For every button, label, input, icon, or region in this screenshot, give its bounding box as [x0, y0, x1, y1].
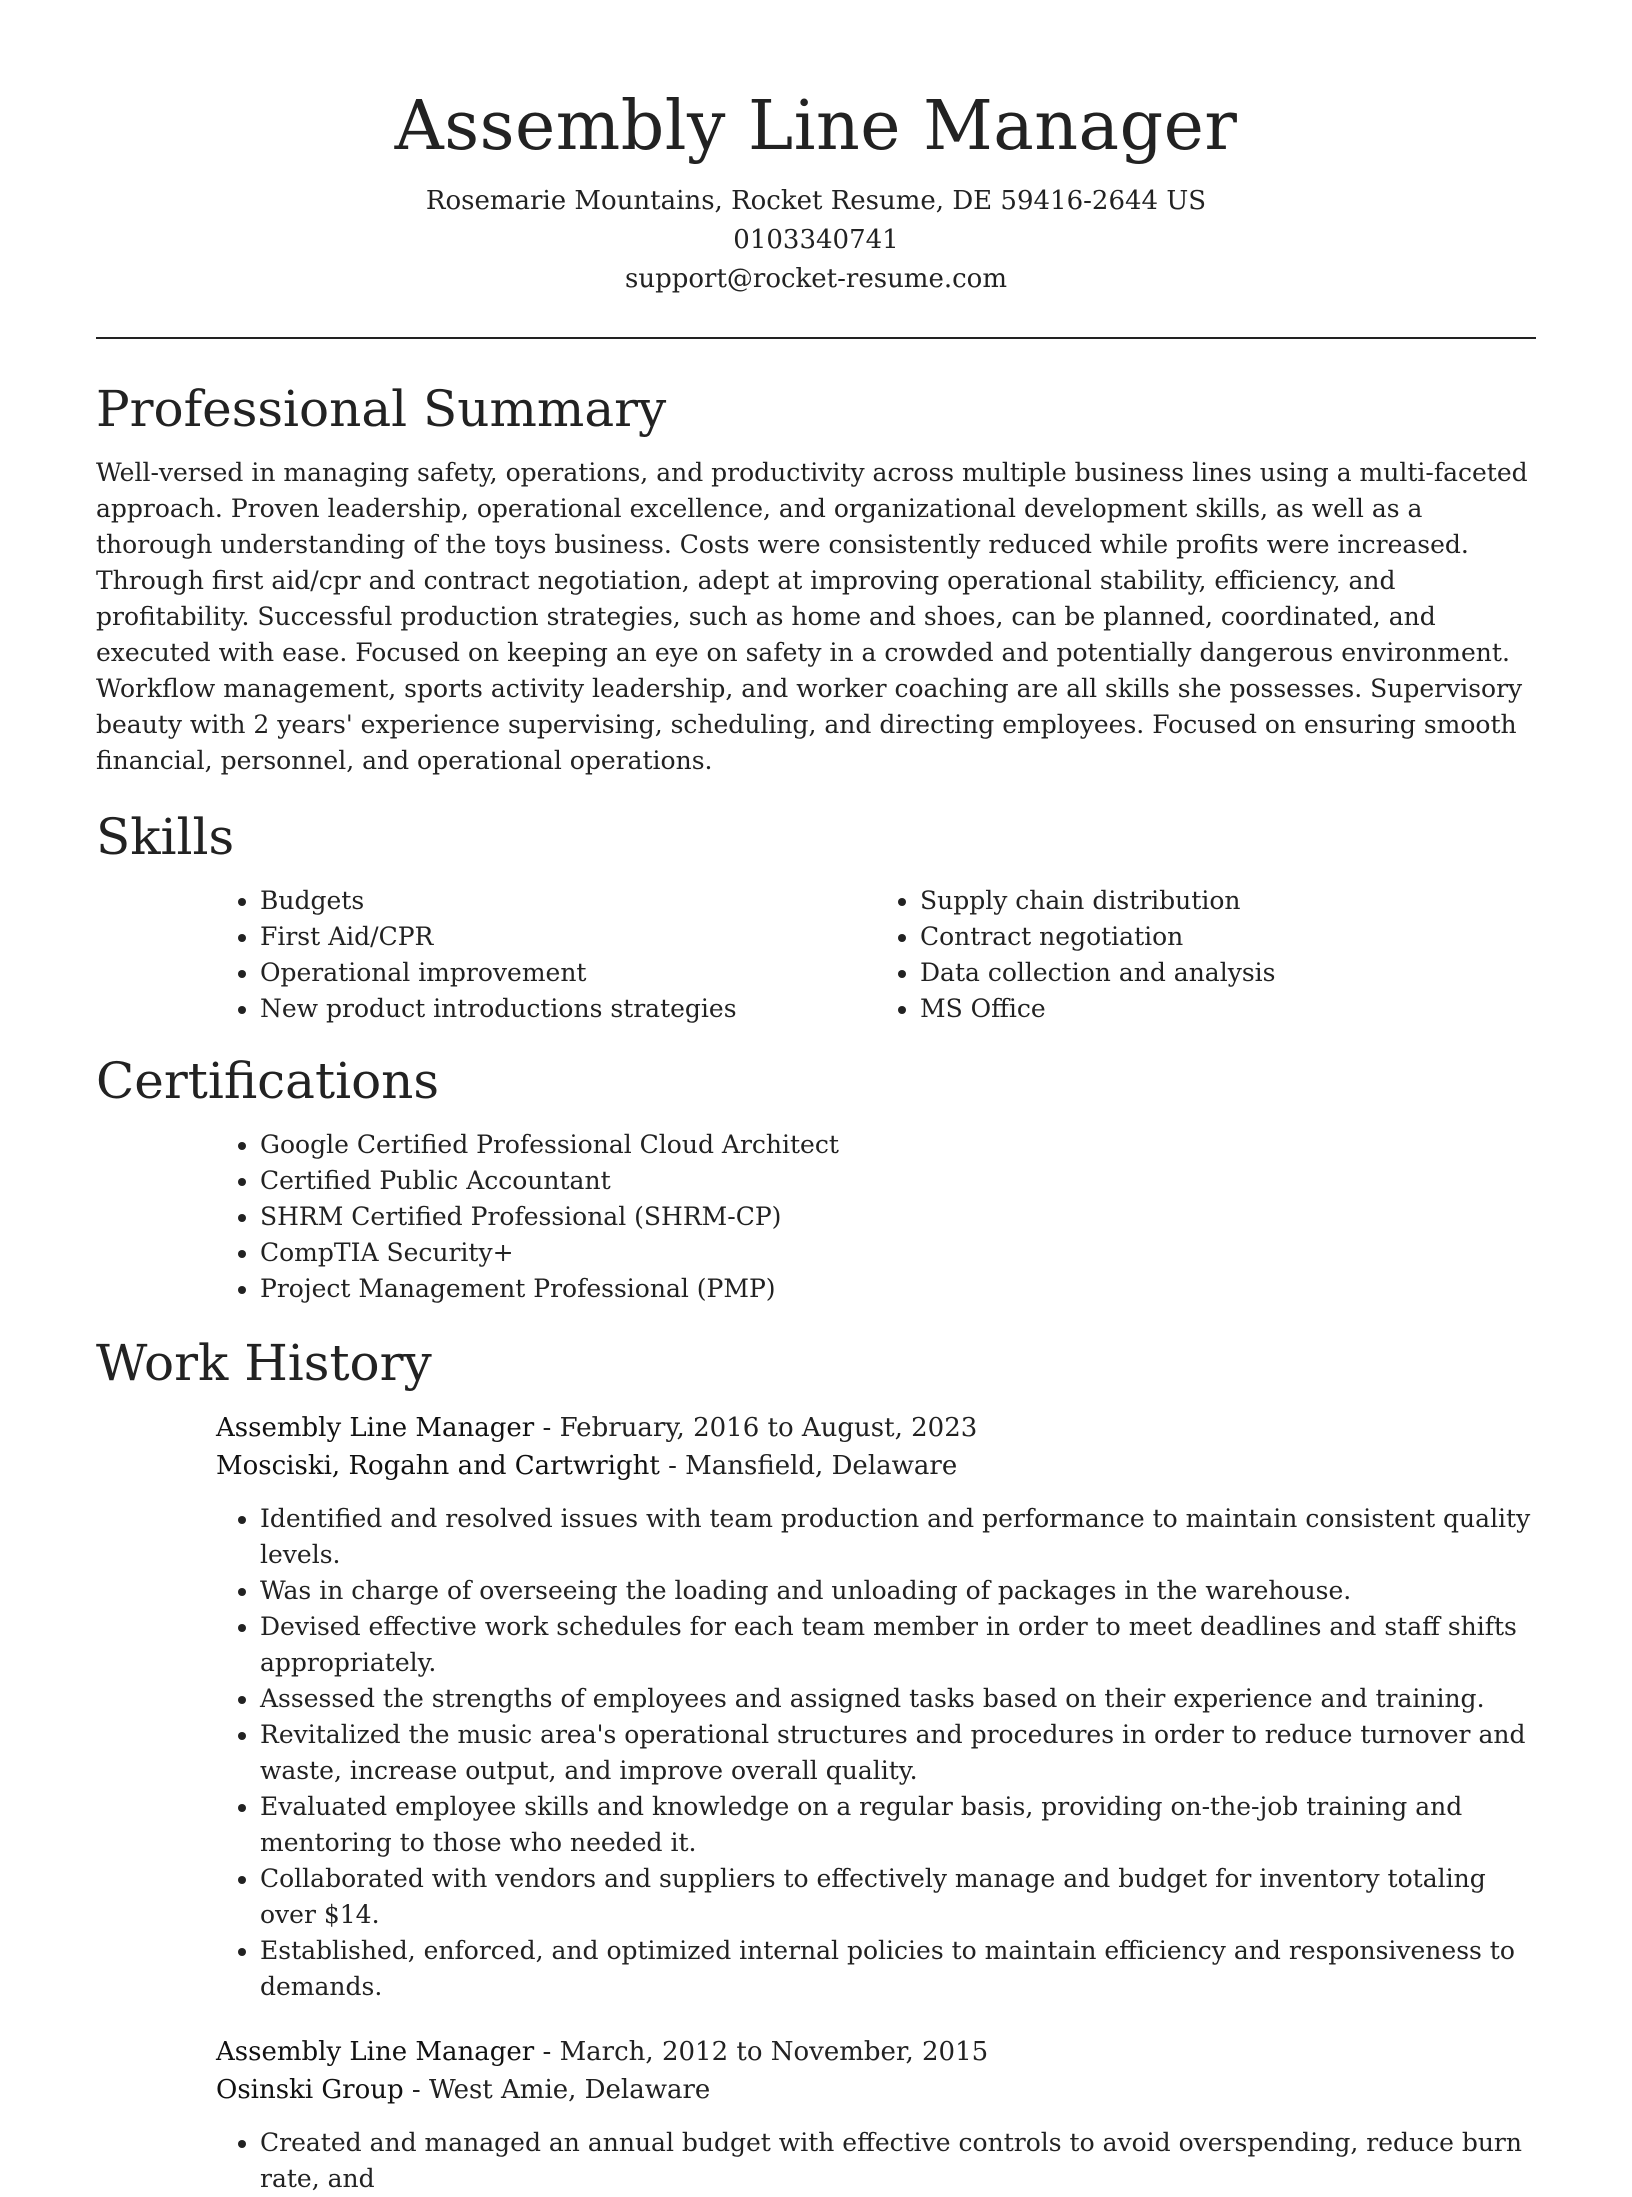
resume-name: Assembly Line Manager — [394, 87, 1238, 166]
certifications-title: Certifications — [96, 1052, 440, 1110]
skill-item: • Supply chain distribution — [920, 883, 1536, 919]
contact-phone: 0103340741 — [733, 225, 899, 255]
skills-list-left — [216, 883, 876, 1027]
certification-item: • Project Management Professional (PMP) — [260, 1271, 1536, 1307]
job-bullet: • Identified and resolved issues with team production and performance to maintain consistent quality levels. — [260, 1501, 1536, 1573]
job-separator: - — [403, 2075, 429, 2105]
job-bullet: • Was in charge of overseeing the loading and unloading of packages in the warehouse. — [260, 1573, 1536, 1609]
job-dates: February, 2016 to August, 2023 — [559, 1413, 978, 1443]
header-divider — [96, 337, 1536, 339]
summary-section — [96, 377, 1536, 779]
contact-email: support@rocket-resume.com — [624, 264, 1007, 294]
skill-item: • Operational improvement — [260, 955, 876, 991]
skill-item: • Data collection and analysis — [920, 955, 1536, 991]
job-location: Mansfield, Delaware — [685, 1451, 958, 1481]
job-separator: - — [534, 1413, 560, 1443]
job-bullets — [216, 1501, 1536, 2005]
skill-item: • Contract negotiation — [920, 919, 1536, 955]
job-separator: - — [659, 1451, 686, 1481]
job-entry — [216, 1409, 1536, 2005]
job-company: Mosciski, Rogahn and Cartwright — [216, 1451, 660, 1481]
job-separator: - — [534, 2037, 560, 2067]
skill-item: • Budgets — [260, 883, 876, 919]
job-bullet: • Devised effective work schedules for each team member in order to meet deadlines and staff shifts appropriately. — [260, 1609, 1536, 1681]
certifications-section — [96, 1049, 1536, 1307]
job-entry — [216, 2033, 1536, 2197]
skill-item: • MS Office — [920, 991, 1536, 1027]
job-bullet: • Evaluated employee skills and knowledge on a regular basis, providing on-the-job training and mentoring to those who needed it. — [260, 1789, 1536, 1861]
job-title: Assembly Line Manager — [216, 2037, 535, 2067]
job-bullet: • Created and managed an annual budget with effective controls to avoid overspending, reduce burn rate, and — [260, 2125, 1536, 2197]
job-company-line — [216, 2071, 1536, 2109]
summary-title: Professional Summary — [96, 380, 667, 438]
job-bullets — [216, 2125, 1536, 2197]
skills-grid — [216, 883, 1536, 1027]
job-bullet: • Collaborated with vendors and suppliers to effectively manage and budget for inventory totaling over $14. — [260, 1861, 1536, 1933]
work-history-title: Work History — [96, 1334, 432, 1392]
job-location: West Amie, Delaware — [428, 2075, 711, 2105]
job-bullet: • Established, enforced, and optimized internal policies to maintain efficiency and responsiveness to demands. — [260, 1933, 1536, 2005]
skills-section — [96, 805, 1536, 1027]
job-title-line — [216, 1409, 1536, 1447]
certification-item: • Google Certified Professional Cloud Architect — [260, 1127, 1536, 1163]
resume-header — [96, 0, 1536, 299]
certification-item: • SHRM Certified Professional (SHRM-CP) — [260, 1199, 1536, 1235]
job-dates: March, 2012 to November, 2015 — [559, 2037, 989, 2067]
skill-item: • New product introductions strategies — [260, 991, 876, 1027]
skills-list-right — [876, 883, 1536, 1027]
job-bullet: • Revitalized the music area's operational structures and procedures in order to reduce turnover and waste, increase output, and improve overall quality. — [260, 1717, 1536, 1789]
contact-address: Rosemarie Mountains, Rocket Resume, DE 59416-2644 US — [425, 186, 1207, 216]
job-title: Assembly Line Manager — [216, 1413, 535, 1443]
job-company: Osinski Group — [216, 2075, 404, 2105]
skills-title: Skills — [96, 808, 235, 866]
job-bullet: • Assessed the strengths of employees and assigned tasks based on their experience and training. — [260, 1681, 1536, 1717]
job-title-line — [216, 2033, 1536, 2071]
certification-item: • Certified Public Accountant — [260, 1163, 1536, 1199]
contact-block — [96, 182, 1536, 299]
certification-item: • CompTIA Security+ — [260, 1235, 1536, 1271]
certifications-list — [216, 1127, 1536, 1307]
work-history-section — [96, 1331, 1536, 2197]
job-company-line — [216, 1447, 1536, 1485]
summary-text: Well-versed in managing safety, operations, and productivity across multiple business lines using a multi-faceted approach. Proven leadership, operational excellence, and organizational development skills, as well as a thorough understanding of the toys business. Costs were consistently reduced while profits were increased. Through first aid/cpr and contract negotiation, adept at improving operational stability, efficiency, and profitability. Successful production strategies, such as home and shoes, can be planned, coordinated, and executed with ease. Focused on keeping an eye on safety in a crowded and potentially dangerous environment. Workflow management, sports activity leadership, and worker coaching are all skills she possesses. Supervisory beauty with 2 years' experience supervising, scheduling, and directing employees. Focused on ensuring smooth financial, personnel, and operational operations. — [96, 458, 1528, 775]
skill-item: • First Aid/CPR — [260, 919, 876, 955]
